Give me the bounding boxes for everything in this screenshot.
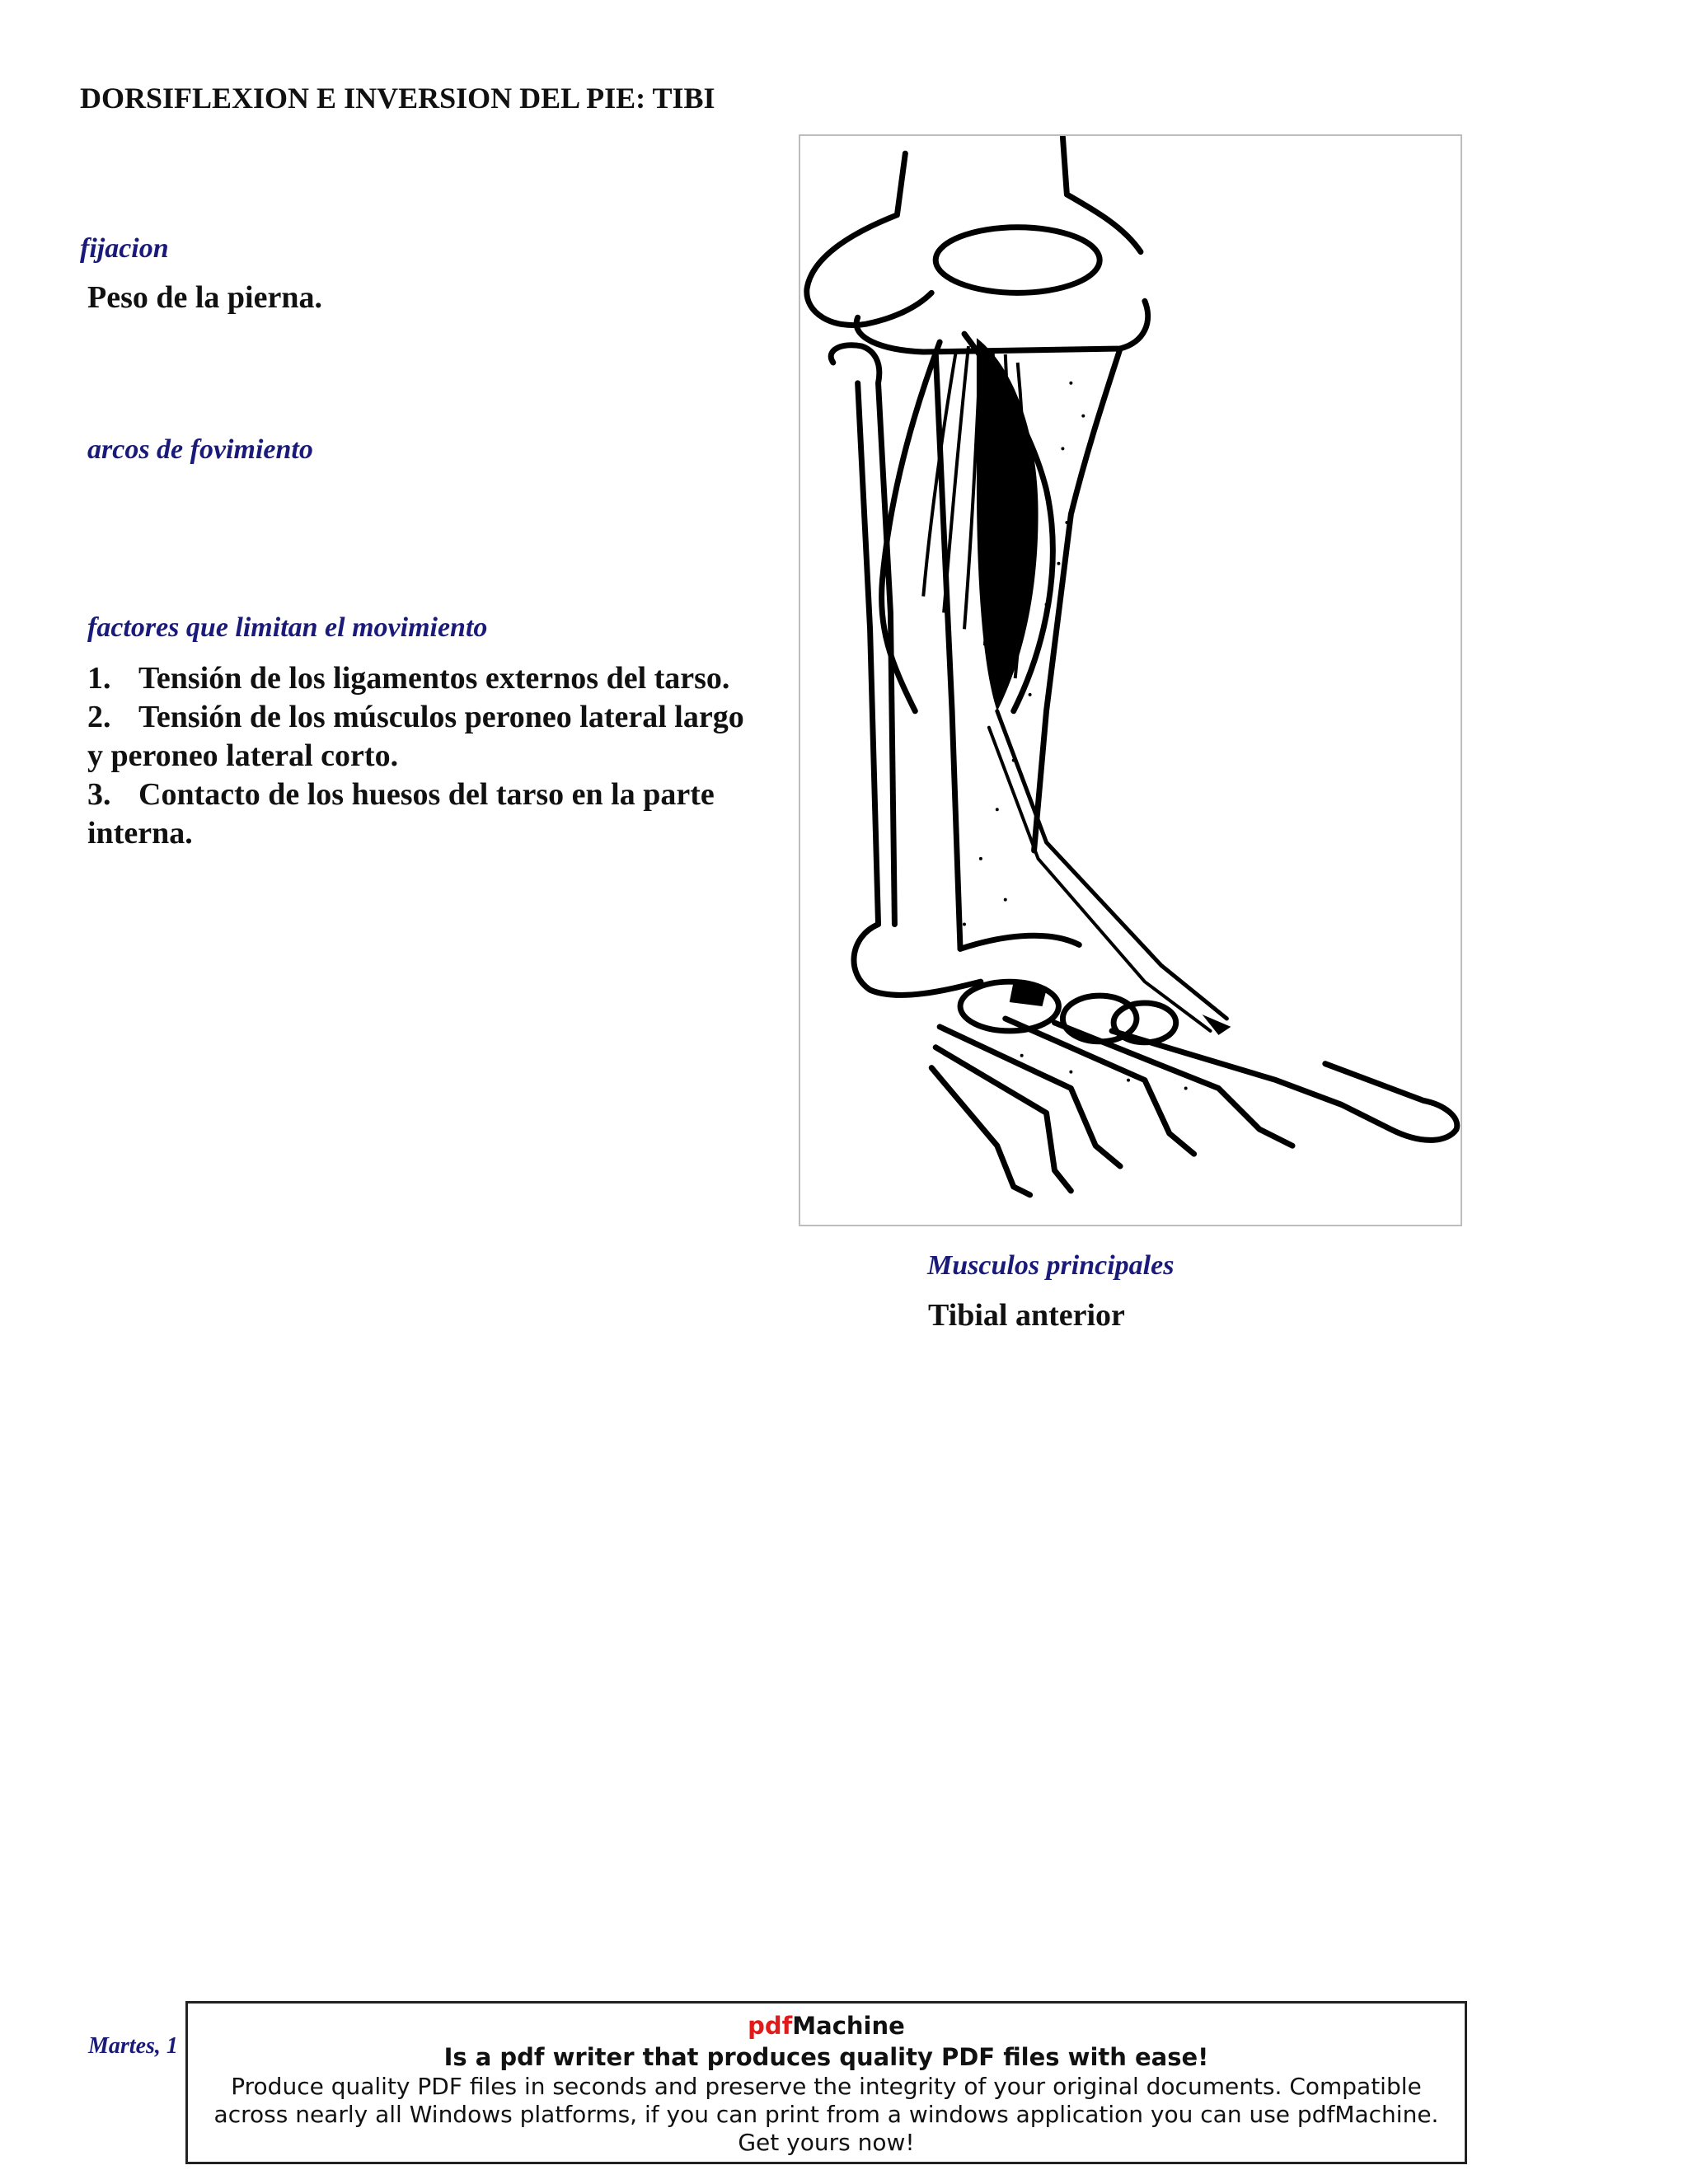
banner-brand-prefix: pdf (748, 2012, 793, 2040)
banner-cta-link[interactable]: Get yours now! (738, 2129, 915, 2156)
fixation-text: Peso de la pierna. (87, 280, 322, 315)
list-item-text: Tensión de los ligamentos externos del tarso. (138, 661, 730, 696)
list-item (87, 659, 747, 698)
banner-description: Produce quality PDF files in seconds and preserve the integrity of your original documents. Compatible across nearly all Windows platforms, if you can print from a windows application you can use pdfMachine. (213, 2073, 1439, 2128)
range-of-motion-heading: arcos de fovimiento (87, 434, 313, 465)
list-item (87, 776, 747, 853)
main-muscles-text: Tibial anterior (928, 1298, 1125, 1333)
page-title: DORSIFLEXION E INVERSION DEL PIE: TIBI (80, 82, 715, 115)
list-item-text: Contacto de los huesos del tarso en la parte interna. (87, 777, 715, 851)
banner-tagline: Is a pdf writer that produces quality PDF files with ease! (443, 2043, 1209, 2071)
banner-brand-suffix: Machine (792, 2012, 905, 2040)
limiting-factors-list (87, 659, 747, 853)
main-muscles-heading: Musculos principales (927, 1250, 1175, 1281)
fixation-heading: fijacion (80, 233, 169, 264)
list-item (87, 698, 747, 776)
footer-date: Martes, 1 (88, 2033, 178, 2059)
banner-brand (188, 2010, 1465, 2041)
limiting-factors-heading: factores que limitan el movimiento (87, 612, 488, 643)
list-item-number: 2. (87, 700, 111, 734)
anatomy-illustration (799, 134, 1462, 1226)
list-item-number: 1. (87, 661, 111, 696)
list-item-text: Tensión de los músculos peroneo lateral largo y peroneo lateral corto. (87, 700, 744, 773)
leg-foot-skeleton-drawing (800, 136, 1461, 1225)
list-item-number: 3. (87, 777, 111, 812)
pdfmachine-banner[interactable] (185, 2001, 1467, 2164)
